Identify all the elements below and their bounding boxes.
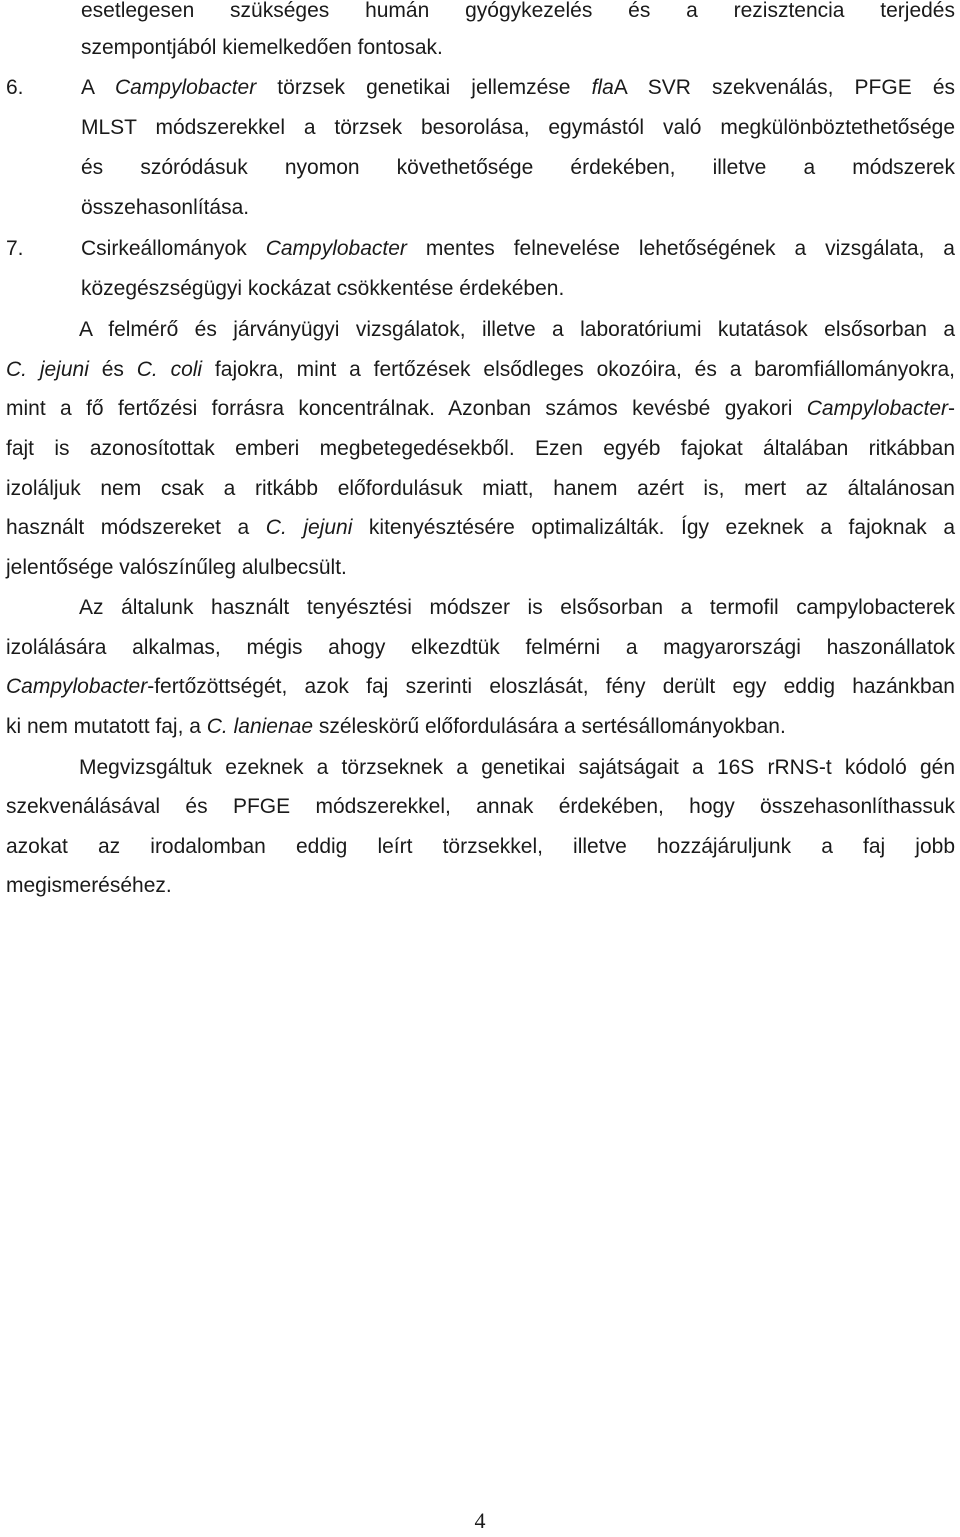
item6-line-2: MLST módszerekkel a törzsek besorolása, egymástól való megkülönböztethetősége: [81, 116, 955, 139]
p3-line-2: szekvenálásával és PFGE módszerekkel, annak érdekében, hogy összehasonlíthassuk: [6, 795, 955, 818]
item7-line-1: Csirkeállományok Campylobacter mentes felnevelése lehetőségének a vizsgálata, a: [81, 237, 955, 260]
item7-number: 7.: [6, 237, 24, 260]
p1-line-4: fajt is azonosítottak emberi megbetegedésekből. Ezen egyéb fajokat általában ritkábban: [6, 437, 955, 460]
item6-line-3: és szóródásuk nyomon követhetősége érdekében, illetve a módszerek: [81, 156, 955, 179]
p1-line-3: mint a fő fertőzési forrásra koncentrálnak. Azonban számos kevésbé gyakori Campylobacter-: [6, 397, 955, 420]
p1-line-2: C. jejuni és C. coli fajokra, mint a fertőzések elsődleges okozóira, és a baromfiállományokra,: [6, 358, 955, 381]
item6-line-4: összehasonlítása.: [81, 196, 250, 219]
p3-line-4: megismeréséhez.: [6, 874, 172, 897]
p3-line-1: Megvizsgáltuk ezeknek a törzseknek a genetikai sajátságait a 16S rRNS-t kódoló gén: [79, 756, 955, 779]
p1-line-6: használt módszereket a C. jejuni kitenyésztésére optimalizálták. Így ezeknek a fajoknak a: [6, 516, 956, 539]
page-number: 4: [474, 1508, 486, 1533]
item6-number: 6.: [6, 76, 24, 99]
p2-line-3: Campylobacter-fertőzöttségét, azok faj szerinti eloszlását, fény derült egy eddig hazánkban: [6, 675, 955, 698]
p2-line-1: Az általunk használt tenyésztési módszer is elsősorban a termofil campylobacterek: [79, 596, 955, 619]
item6-line-1: A Campylobacter törzsek genetikai jellemzése flaA SVR szekvenálás, PFGE és: [81, 76, 955, 99]
p2-line-2: izolálására alkalmas, mégis ahogy elkezdtük felmérni a magyarországi haszonállatok: [6, 636, 955, 659]
p2-line-4: ki nem mutatott faj, a C. lanienae széleskörű előfordulására a sertésállományokban.: [6, 715, 786, 738]
item7-line-2: közegészségügyi kockázat csökkentése érdekében.: [81, 277, 565, 300]
p1-line-1: A felmérő és járványügyi vizsgálatok, illetve a laboratóriumi kutatások elsősorban a: [79, 318, 955, 341]
p3-line-3: azokat az irodalomban eddig leírt törzsekkel, illetve hozzájáruljunk a faj jobb: [6, 835, 955, 858]
item5-line-1: esetlegesen szükséges humán gyógykezelés és a rezisztencia terjedés: [81, 0, 955, 22]
p1-line-5: izoláljuk nem csak a ritkább előfordulásuk miatt, hanem azért is, mert az általánosan: [6, 477, 955, 500]
p1-line-7: jelentősége valószínűleg alulbecsült.: [6, 556, 347, 579]
item5-line-2: szempontjából kiemelkedően fontosak.: [81, 36, 443, 59]
